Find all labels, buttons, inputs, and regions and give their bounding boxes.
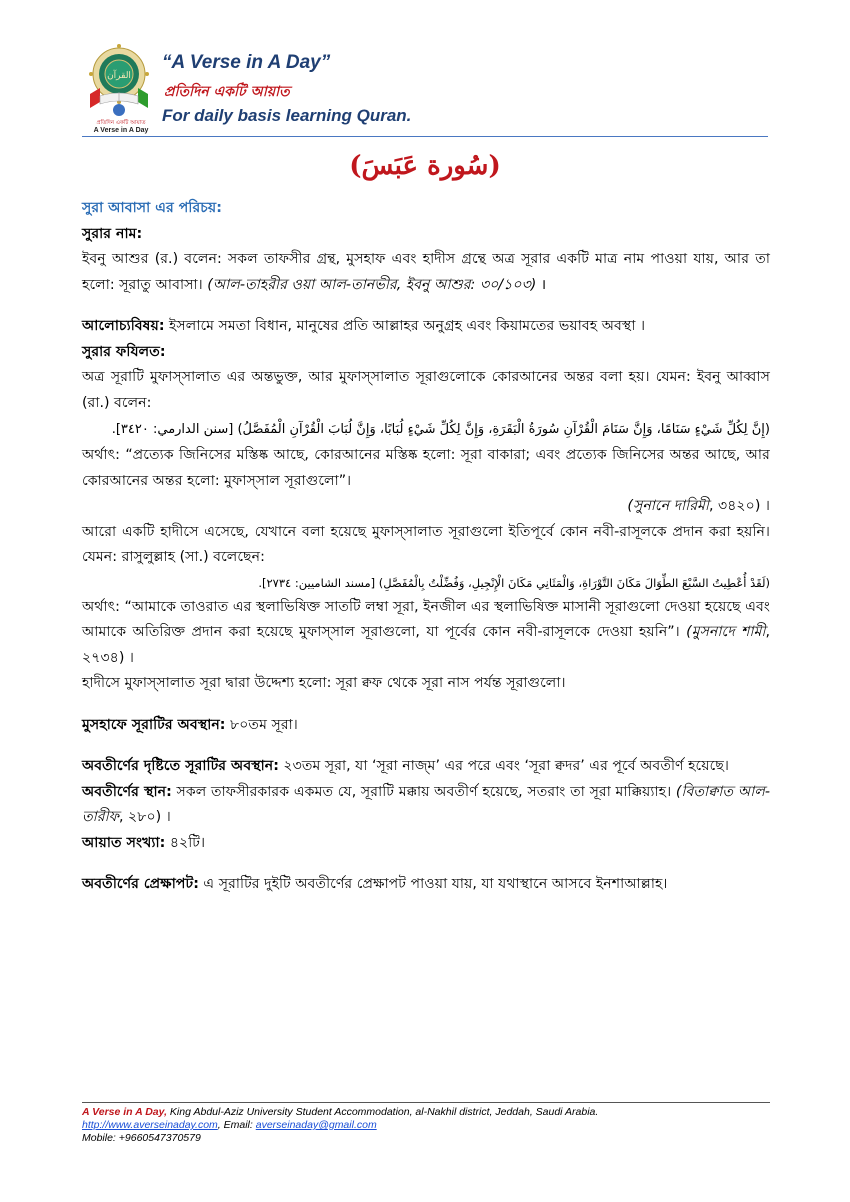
header-divider xyxy=(82,136,768,137)
position-label: মুসহাফে সূরাটির অবস্থান: xyxy=(82,716,226,733)
arabic-hadith-1: (إِنَّ لِكُلِّ شَيْءٍ سَنَامًا، وَإِنَّ سَنَامَ الْقُرْآنِ سُورَةُ الْبَقَرَةِ، وَإِنَّ لِكُلِّ شَيْءٍ لُبَابًا، وَإِنَّ لُبَابَ الْقُرْآنِ الْمُفَصَّلُ) [سنن الدارمي: ٣٤٢٠]. xyxy=(111,422,770,437)
meaning-text-1: “প্রত্যেক জিনিসের মস্তিষ্ক আছে, কোরআনের মস্তিষ্ক হলো: সূরা বাকারা; এবং প্রত্যেক জিনিসের অন্তর আছে, আর কোরআনের অন্তর হলো: মুফাস্সাল সূরাগুলো”। xyxy=(82,447,770,489)
virtue-paragraph-2: আরো একটি হাদীসে এসেছে, যেখানে বলা হয়েছে মুফাস্সালাত সূরাগুলো ইতিপূর্বে কোন নবী-রাসূলকে প্রদান করা হয়নি। যেমন: রাসুলুল্লাহ (সা.) বলেছেন: xyxy=(82,523,770,565)
position-text: ৮০তম সূরা। xyxy=(225,716,298,733)
revelation-place-ref: (বিতাক্বাত আল-তারীফ xyxy=(82,783,770,825)
meaning-label-2: অর্থাৎ: xyxy=(82,598,120,615)
logo-caption-en: A Verse in A Day xyxy=(93,127,149,134)
spacer xyxy=(82,298,770,314)
tagline-bengali: প্রতিদিন একটি আয়াত xyxy=(164,84,290,100)
reference-1 xyxy=(82,494,770,520)
spacer xyxy=(82,856,770,872)
footer-contact-line xyxy=(82,1119,770,1132)
background-text: এ সূরাটির দুইটি অবতীর্ণের প্রেক্ষাপট পাওয়া যায়, যা যথাস্থানে আসবে ইনশাআল্লাহ। xyxy=(198,876,668,892)
revelation-order-label: অবতীর্ণের দৃষ্টিতে সূরাটির অবস্থান: xyxy=(82,758,279,774)
topic-label: আলোচ্যবিষয়: xyxy=(82,318,165,334)
revelation-place-text: সকল তাফসীরকারক একমত যে, সূরাটি মক্কায় অবতীর্ণ হয়েছে, সতরাং তা সূরা মাক্কিয়্যাহ। xyxy=(171,783,676,800)
email-link[interactable]: averseinaday@gmail.com xyxy=(255,1119,377,1131)
name-end: । xyxy=(536,276,547,293)
ref1-source: (সুনানে দারিমী xyxy=(627,498,709,514)
surah-title: (سُورة عَبَسَ) xyxy=(349,151,501,181)
verse-count-paragraph xyxy=(82,831,770,857)
main-content xyxy=(82,196,770,898)
intro-heading: সুরা আবাসা এর পরিচয়: xyxy=(82,200,222,216)
ref2-source: (মুসনাদে শামী xyxy=(686,624,766,640)
logo-caption xyxy=(82,120,160,134)
position-paragraph xyxy=(82,713,770,739)
revelation-order-paragraph xyxy=(82,754,770,780)
page-header xyxy=(82,40,772,138)
footer-address-line xyxy=(82,1106,770,1119)
footer-org: A Verse in A Day, xyxy=(82,1106,168,1118)
background-paragraph xyxy=(82,872,770,898)
page-footer xyxy=(82,1106,770,1145)
topic-paragraph xyxy=(82,314,770,340)
name-paragraph xyxy=(82,247,770,298)
meaning-paragraph-1 xyxy=(82,443,770,494)
revelation-order-text: ২৩তম সূরা, যা ‘সূরা নাজ্ম’ এর পরে এবং ‘সূরা ক্বদর’ এর পূর্বে অবতীর্ণ হয়েছে। xyxy=(278,758,729,774)
verse-count-text: ৪২টি। xyxy=(165,834,206,851)
footer-mobile: Mobile: +9660547370579 xyxy=(82,1132,201,1144)
virtue-label-text: সুরার ফযিলত: xyxy=(82,343,166,360)
email-label: , Email: xyxy=(217,1119,256,1131)
meaning-paragraph-2 xyxy=(82,595,770,672)
website-link[interactable]: http://www.averseinaday.com xyxy=(82,1119,218,1131)
background-label: অবতীর্ণের প্রেক্ষাপট: xyxy=(82,876,199,892)
spacer xyxy=(82,738,770,754)
name-ref: (আল-তাহরীর ওয়া আল-তানভীর, ইবনু আশুর: ৩০/১০৩) xyxy=(207,276,537,293)
name-label-text: সুরার নাম: xyxy=(82,225,143,242)
verse-count-label: আয়াত সংখ্যা: xyxy=(82,834,166,851)
virtue-paragraph-3: হাদীসে মুফাস্সালাত সূরা দ্বারা উদ্দেশ্য হলো: সূরা ক্বফ থেকে সূরা নাস পর্যন্ত সূরাগুলো। xyxy=(82,675,566,691)
name-text: ইবনু আশুর (র.) বলেন: সকল তাফসীর গ্রন্থ, মুসহাফ এবং হাদীস গ্রন্থে অত্র সূরার একটি মাত্র নাম পাওয়া যায়, আর তা হলো: সূরাতু আবাসা। xyxy=(82,251,770,293)
footer-divider xyxy=(82,1102,770,1103)
tagline-subtitle: For daily basis learning Quran. xyxy=(162,106,412,125)
revelation-place-label: অবতীর্ণের স্থান: xyxy=(82,783,172,800)
quran-logo-icon xyxy=(82,42,157,128)
revelation-place-paragraph xyxy=(82,780,770,831)
meaning-label-1: অর্থাৎ: xyxy=(82,447,120,463)
meaning-text-2: “আমাকে তাওরাত এর স্থলাভিষিক্ত সাতটি লম্বা সূরা, ইনজীল এর স্থলাভিষিক্ত মাসানী সূরাগুলো দেওয়া হয়েছে এবং আমাকে অতিরিক্ত প্রদান করা হয়েছে মুফাস্সাল সূরাগুলো, যা পূর্বের কোন নবী-রাসূলকে দেওয়া হয়নি”। xyxy=(82,598,770,640)
svg-text:القرآن: القرآن xyxy=(107,71,131,81)
ref2-number: , ২৭৩৪) । xyxy=(82,624,770,666)
spacer xyxy=(82,697,770,713)
virtue-label xyxy=(82,340,770,366)
revelation-place-ref-number: , ২৮০) । xyxy=(119,809,171,825)
virtue-paragraph-1: অত্র সূরাটি মুফাস্সালাত এর অন্তভুক্ত, আর মুফাস্সালাত সূরাগুলোকে কোরআনের অন্তর বলা হয়। যেমন: ইবনু আব্বাস (রা.) বলেন: xyxy=(82,369,770,411)
topic-text: ইসলামে সমতা বিধান, মানুষের প্রতি আল্লাহর অনুগ্রহ এবং কিয়ামতের ভয়াবহ অবস্থা । xyxy=(164,318,646,334)
name-label xyxy=(82,222,770,248)
arabic-hadith-2: (لَقَدْ أُعْطِيتُ السَّبْعَ الطِّوَالَ مَكَانَ التَّوْرَاةِ، وَالْمَثَانِي مَكَانَ الْإِنْجِيلِ، وَفُضِّلْتُ بِالْمُفَصَّلِ) [مسند الشاميين: ٢٧٣٤]. xyxy=(258,575,770,590)
ref1-number: , ৩৪২০) । xyxy=(708,498,770,514)
logo-caption-bn: প্রতিদিন একটি আয়াত xyxy=(96,120,146,126)
tagline-english: “A Verse in A Day” xyxy=(162,52,331,73)
footer-address: King Abdul-Aziz University Student Accommodation, al-Nakhil district, Jeddah, Saudi Arabia. xyxy=(167,1106,599,1118)
